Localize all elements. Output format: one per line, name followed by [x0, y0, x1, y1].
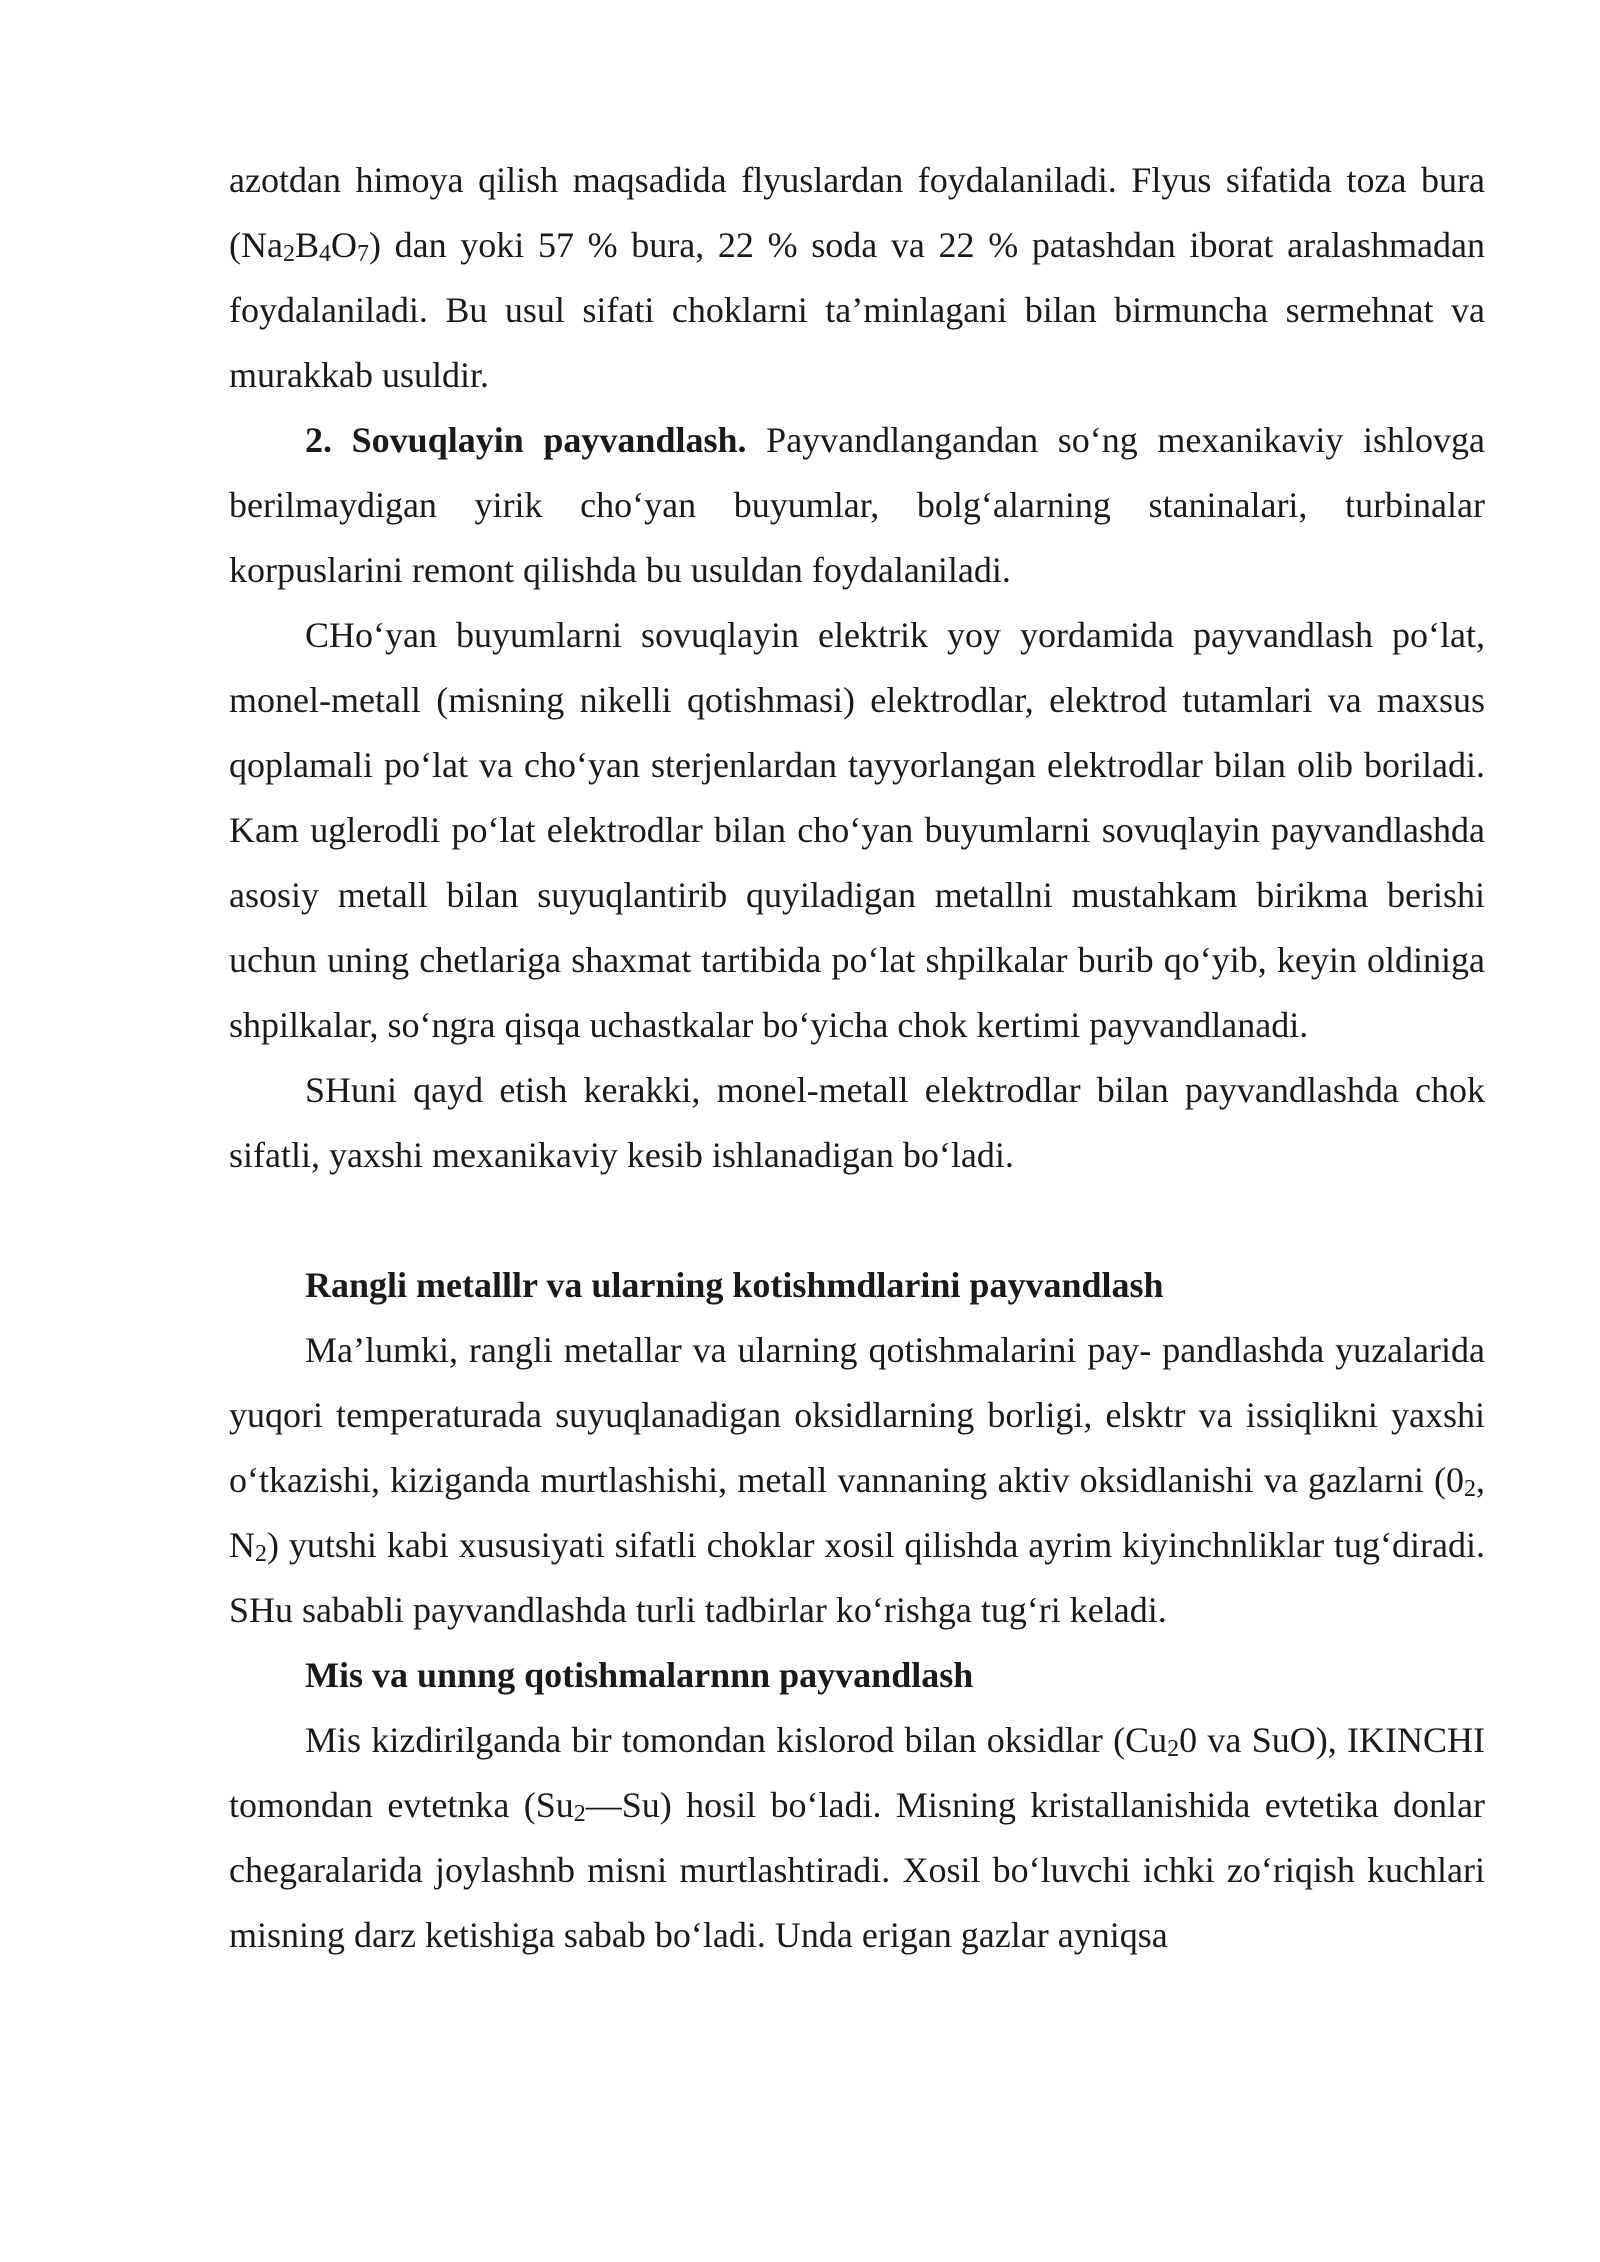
paragraph-copper-oxidation	[229, 1708, 1485, 1968]
text-run: ) dan yoki 57 % bura, 22 % soda va 22 % patashdan iborat aralashmadan foydalaniladi. Bu usul sifati choklarni ta’minlagani bilan birmuncha sermehnat va murakkab usuldir.	[229, 225, 1485, 395]
subscript: 2	[255, 1541, 267, 1567]
subscript: 4	[318, 241, 331, 267]
heading-copper-alloys: Mis va unnng qotishmalarnnn payvandlash	[305, 1655, 974, 1695]
subscript: 2	[1464, 1476, 1476, 1502]
text-run: —Su) hosil bo‘ladi. Misning kristallanishida evtetika donlar chegaralarida joylashnb misni murtlashtiradi. Xosil bo‘luvchi ichki zo‘riqish kuchlari misning darz ketishiga sabab bo‘ladi. Unda erigan gazlar ayniqsa	[229, 1785, 1485, 1955]
text-run: O	[330, 225, 357, 265]
paragraph-cast-iron-arc-welding: CHo‘yan buyumlarni sovuqlayin elektrik yoy yordamida payvandlash po‘lat, monel-metall (misning nikelli qotishmasi) elektrodlar, elektrod tutamlari va maxsus qoplamali po‘lat va cho‘yan sterjenlardan tayyorlangan elektrodlar bilan olib boriladi. Kam uglerodli po‘lat elektrodlar bilan cho‘yan buyumlarni sovuqlayin payvandlashda asosiy metall bilan suyuqlantirib quyiladigan metallni mustahkam birikma berishi uchun uning chetlariga shaxmat tartibida po‘lat shpilkalar burib qo‘yib, keyin oldiniga shpilkalar, so‘ngra qisqa uchastkalar bo‘yicha chok kertimi payvandlanadi.	[229, 615, 1485, 1045]
text-run: azotdan himoya qilish maqsadida flyuslardan foydalaniladi. Flyus sifatida toza bura (Na	[229, 160, 1485, 265]
text-run: , N	[229, 1460, 1485, 1565]
blank-line	[229, 1188, 1485, 1253]
section-lead: 2. Sovuqlayin payvandlash.	[305, 420, 747, 460]
paragraph-monel-note: SHuni qayd etish kerakki, monel-metall elektrodlar bilan payvandlashda chok sifatli, yaxshi mexanikaviy kesib ishlanadigan bo‘ladi.	[229, 1070, 1485, 1175]
text-run: B	[294, 225, 319, 265]
subscript: 2	[282, 241, 295, 267]
heading-nonferrous-metals: Rangli metalllr va ularning kotishmdlarini payvandlash	[305, 1265, 1164, 1305]
paragraph-flux-protection	[229, 148, 1485, 408]
subscript: 2	[1167, 1736, 1180, 1762]
subscript: 2	[573, 1801, 586, 1827]
subscript: 7	[356, 241, 369, 267]
text-run: Ma’lumki, rangli metallar va ularning qotishmalarini pay- pandlashda yuzalarida yuqori temperaturada suyuqlanadigan oksidlarning borligi, elsktr va issiqlikni yaxshi o‘tkazishi, kiziganda murtlashishi, metall vannaning aktiv oksidlanishi va gazlarni (0	[229, 1330, 1485, 1500]
text-run: Payvandlangandan so‘ng mexanikaviy ishlovga berilmaydigan yirik cho‘yan buyumlar, bolg‘alarning staninalari, turbinalar korpuslarini remont qilishda bu usuldan foydalaniladi.	[229, 420, 1485, 590]
text-run: ) yutshi kabi xususiyati sifatli choklar xosil qilishda ayrim kiyinchnliklar tug‘diradi. SHu sababli payvandlashda turli tadbirlar ko‘rishga tug‘ri keladi.	[229, 1525, 1485, 1630]
text-run: Mis kizdirilganda bir tomondan kislorod bilan oksidlar (Cu	[305, 1720, 1168, 1760]
text-run: 0 va SuO), IKINCHI tomondan evtetnka (Su	[229, 1720, 1485, 1825]
document-page	[229, 148, 1485, 1968]
paragraph-cold-welding	[229, 408, 1485, 603]
paragraph-nonferrous-properties	[229, 1318, 1485, 1643]
